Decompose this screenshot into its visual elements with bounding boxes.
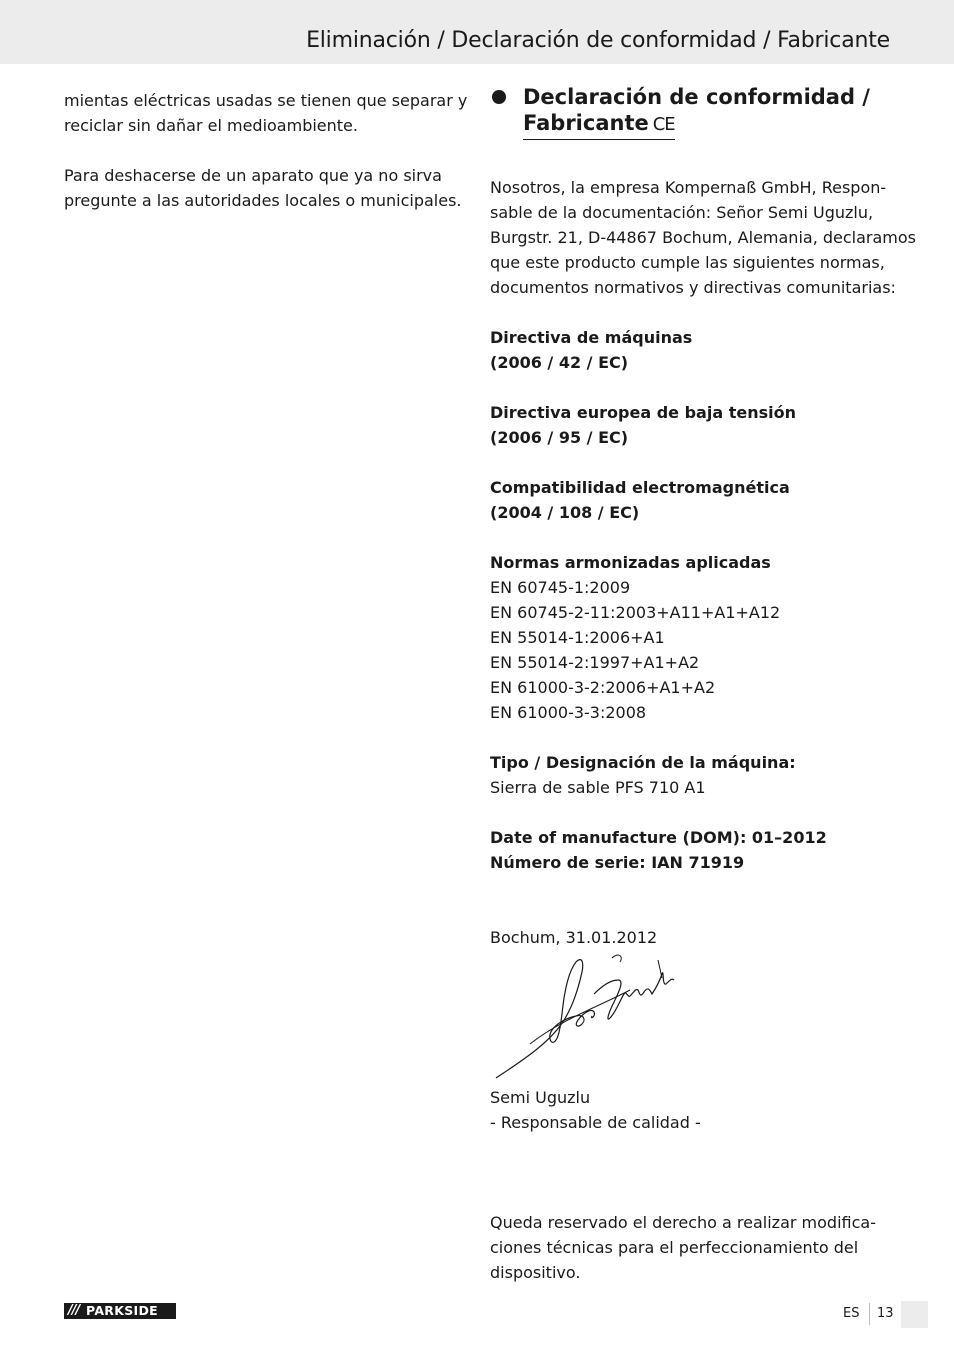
standard-item: EN 55014-2:1997+A1+A2 bbox=[490, 653, 700, 672]
text-line: documentos normativos y directivas comunitarias: bbox=[490, 278, 896, 297]
spacer bbox=[490, 1160, 900, 1185]
serial-line: Número de serie: IAN 71919 bbox=[490, 853, 745, 872]
manufacture-info bbox=[490, 825, 900, 875]
text-line: Queda reservado el derecho a realizar modifica- bbox=[490, 1213, 876, 1232]
signatory bbox=[490, 1085, 900, 1135]
header-band bbox=[0, 0, 954, 64]
standard-item: EN 60745-2-11:2003+A11+A1+A12 bbox=[490, 603, 781, 622]
spacer bbox=[490, 900, 900, 925]
logo-text: PARKSIDE bbox=[86, 1303, 158, 1318]
harmonized-standards bbox=[490, 550, 900, 725]
text-line: reciclar sin dañar el medioambiente. bbox=[64, 116, 358, 135]
directive-title: Directiva de máquinas bbox=[490, 328, 693, 347]
parkside-logo bbox=[64, 1303, 176, 1319]
text-line: que este producto cumple las siguientes normas, bbox=[490, 253, 885, 272]
standard-item: EN 61000-3-3:2008 bbox=[490, 703, 647, 722]
text-line: Nosotros, la empresa Kompernaß GmbH, Respon- bbox=[490, 178, 887, 197]
signature-icon bbox=[490, 950, 690, 1085]
footer-divider bbox=[869, 1303, 870, 1325]
footer-tab-box bbox=[901, 1301, 928, 1328]
text-line: dispositivo. bbox=[490, 1263, 581, 1282]
text-line: ciones técnicas para el perfeccionamiento del bbox=[490, 1238, 859, 1257]
left-column bbox=[64, 88, 468, 238]
heading-fabricante: Fabricante bbox=[523, 111, 649, 135]
page-number: 13 bbox=[877, 1306, 894, 1321]
section-heading bbox=[490, 84, 900, 140]
disposal-paragraph-1 bbox=[64, 88, 468, 138]
signatory-name: Semi Uguzlu bbox=[490, 1088, 591, 1107]
text-line: mientas eléctricas usadas se tienen que separar y bbox=[64, 91, 468, 110]
machine-type bbox=[490, 750, 900, 800]
directive-machines bbox=[490, 325, 900, 375]
type-heading: Tipo / Designación de la máquina: bbox=[490, 753, 796, 772]
disposal-paragraph-2 bbox=[64, 163, 462, 213]
page-title: Eliminación / Declaración de conformidad / Fabricante bbox=[306, 28, 890, 53]
text-line: Burgstr. 21, D-44867 Bochum, Alemania, declaramos bbox=[490, 228, 916, 247]
directive-title: Directiva europea de baja tensión bbox=[490, 403, 796, 422]
directive-code: (2006 / 95 / EC) bbox=[490, 428, 629, 447]
standards-heading: Normas armonizadas aplicadas bbox=[490, 553, 771, 572]
closing-note bbox=[490, 1210, 900, 1285]
type-value: Sierra de sable PFS 710 A1 bbox=[490, 778, 706, 797]
directive-code: (2004 / 108 / EC) bbox=[490, 503, 640, 522]
heading-line-2 bbox=[523, 110, 675, 140]
text-line: Para deshacerse de un aparato que ya no sirva bbox=[64, 166, 442, 185]
standard-item: EN 55014-1:2006+A1 bbox=[490, 628, 665, 647]
right-column bbox=[490, 84, 916, 1310]
directive-low-voltage bbox=[490, 400, 900, 450]
text-line: sable de la documentación: Señor Semi Uguzlu, bbox=[490, 203, 874, 222]
declaration-intro bbox=[490, 175, 916, 300]
standard-item: EN 61000-3-2:2006+A1+A2 bbox=[490, 678, 716, 697]
language-code: ES bbox=[843, 1306, 860, 1321]
logo-slashes: /// bbox=[68, 1303, 80, 1318]
place-date: Bochum, 31.01.2012 bbox=[490, 928, 658, 947]
text-line: pregunte a las autoridades locales o municipales. bbox=[64, 191, 462, 210]
bullet-icon bbox=[492, 90, 506, 104]
ce-mark-icon: CE bbox=[652, 114, 675, 135]
directive-title: Compatibilidad electromagnética bbox=[490, 478, 790, 497]
standard-item: EN 60745-1:2009 bbox=[490, 578, 631, 597]
signatory-role: - Responsable de calidad - bbox=[490, 1113, 701, 1132]
dom-line: Date of manufacture (DOM): 01–2012 bbox=[490, 828, 827, 847]
spacer bbox=[490, 1185, 900, 1210]
directive-emc bbox=[490, 475, 900, 525]
heading-line-1: Declaración de conformidad / bbox=[523, 85, 870, 109]
directive-code: (2006 / 42 / EC) bbox=[490, 353, 629, 372]
